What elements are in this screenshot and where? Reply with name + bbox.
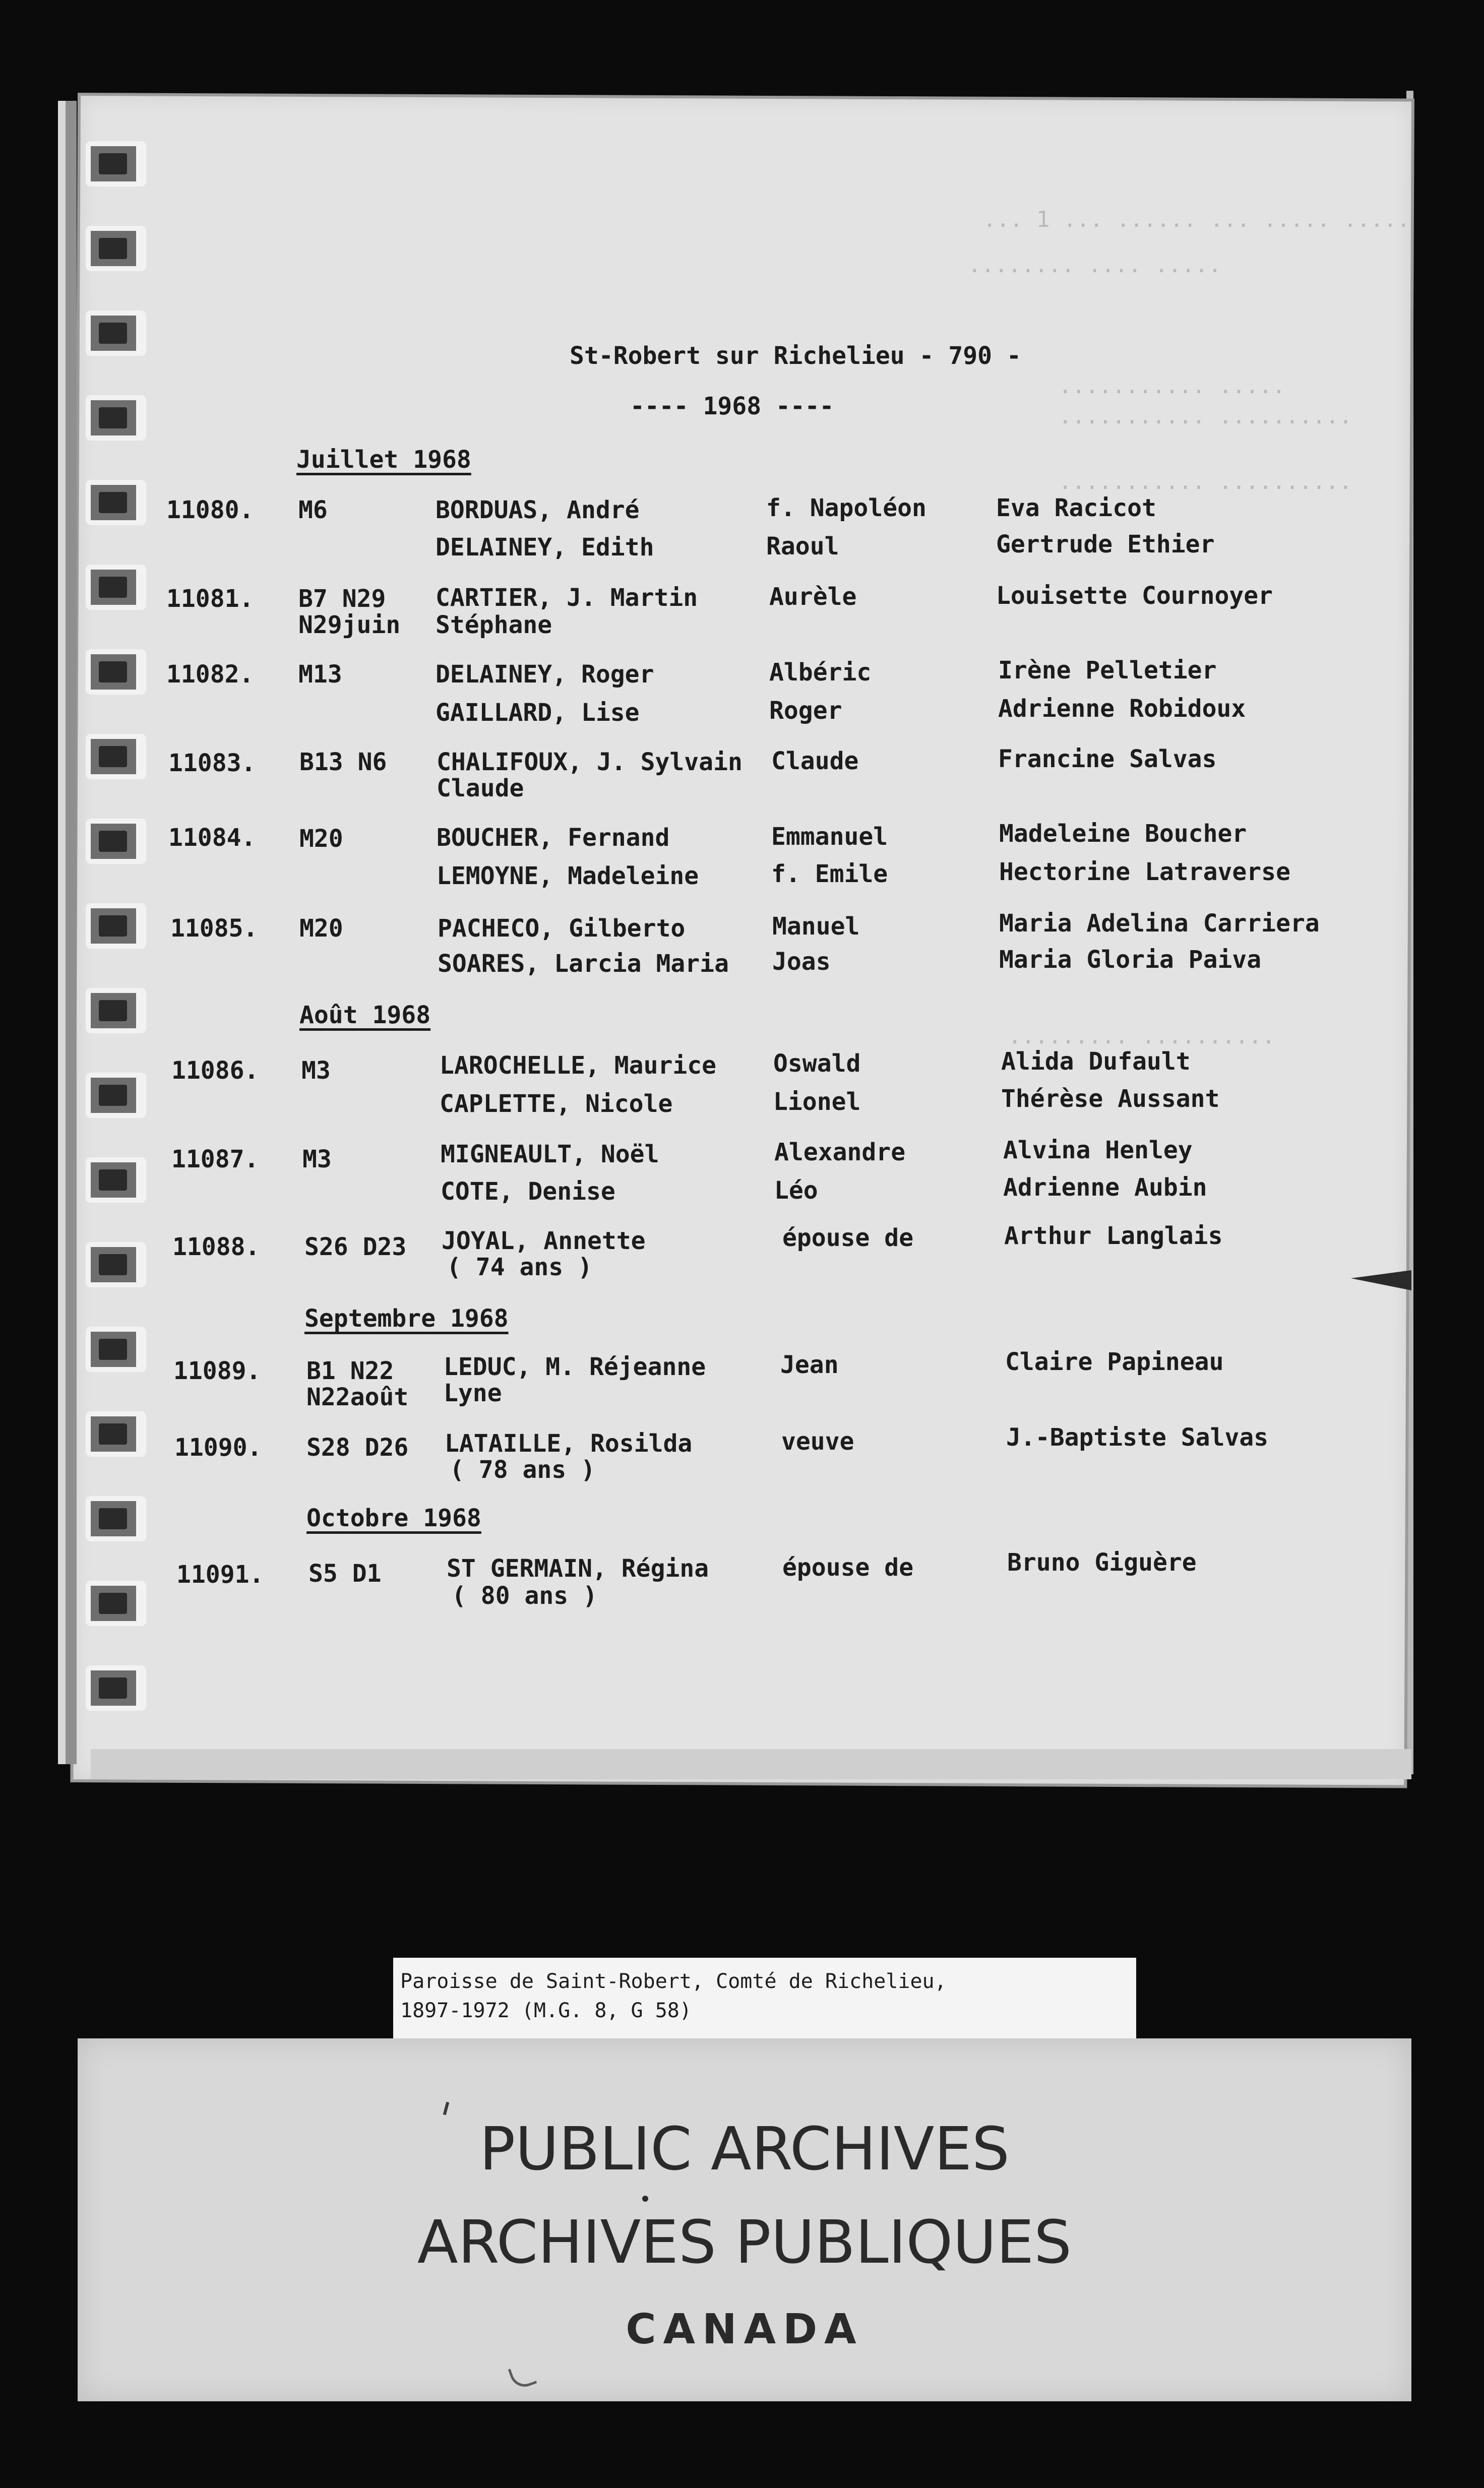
binding-coil: [86, 395, 146, 441]
entry-code: B1 N22: [306, 1357, 394, 1385]
entry-father: Lionel: [773, 1088, 861, 1116]
entry-name: LAROCHELLE, Maurice: [440, 1051, 717, 1080]
entry-name: Claude: [437, 774, 524, 802]
entry-number: 11084.: [168, 824, 256, 852]
pencil-mark: [508, 2362, 537, 2391]
entry-mother: Eva Racicot: [996, 494, 1156, 522]
bleed-through-text: ... 1 ... ...... ... ..... .....: [983, 207, 1410, 232]
page-header: St-Robert sur Richelieu - 790 -: [570, 342, 1021, 370]
entry-father: Oswald: [773, 1049, 861, 1078]
binding-coil: [86, 819, 146, 864]
binding-coil: [86, 649, 146, 695]
entry-name: LEDUC, M. Réjeanne: [444, 1353, 706, 1381]
entry-name: PACHECO, Gilberto: [438, 914, 686, 943]
entry-number: 11088.: [172, 1233, 260, 1261]
entry-father: épouse de: [782, 1553, 914, 1582]
entry-name: BORDUAS, André: [436, 496, 640, 524]
entry-mother: Bruno Giguère: [1007, 1548, 1197, 1577]
banner-line-french: ARCHIVES PUBLIQUES: [417, 2207, 1072, 2277]
bleed-through-text: ........... .....: [1059, 373, 1286, 399]
entry-code: M3: [301, 1056, 331, 1085]
entry-code: M13: [298, 660, 342, 689]
entry-mother: Alida Dufault: [1001, 1047, 1191, 1076]
year-line: ---- 1968 ----: [630, 392, 834, 420]
entry-name: DELAINEY, Edith: [436, 533, 654, 562]
banner-line-english: PUBLIC ARCHIVES: [479, 2114, 1010, 2184]
entry-code: N29juin: [298, 611, 401, 639]
entry-code: M20: [299, 914, 343, 943]
entry-father: Joas: [772, 948, 831, 976]
entry-number: 11082.: [166, 660, 254, 689]
entry-code: N22août: [306, 1383, 409, 1411]
binding-coil: [86, 141, 146, 186]
binding-coil: [86, 988, 146, 1033]
entry-mother: Irène Pelletier: [998, 656, 1217, 685]
entry-mother: Alvina Henley: [1003, 1136, 1193, 1164]
entry-number: 11087.: [171, 1145, 259, 1173]
entry-name: Stéphane: [436, 611, 552, 639]
section-heading-aout: Août 1968: [299, 1001, 431, 1029]
entry-name: GAILLARD, Lise: [436, 699, 640, 727]
bleed-through-text: ......... ..........: [1008, 1023, 1275, 1049]
binding-coil: [86, 1157, 146, 1203]
binding-spine-highlight: [58, 101, 66, 1764]
entry-father: veuve: [781, 1427, 854, 1456]
binding-coil: [86, 903, 146, 949]
entry-mother: Maria Adelina Carriera: [999, 909, 1320, 938]
entry-father: Jean: [780, 1351, 839, 1379]
binding-coil: [86, 1242, 146, 1287]
entry-name: CAPLETTE, Nicole: [440, 1090, 673, 1118]
section-heading-juillet: Juillet 1968: [296, 446, 471, 474]
binding-coil: [86, 1411, 146, 1457]
entry-name: LATAILLE, Rosilda: [445, 1429, 693, 1458]
ink-dot: [642, 2196, 648, 2202]
binding-coil: [86, 1581, 146, 1626]
entry-father: Roger: [769, 697, 842, 725]
entry-name: ST GERMAIN, Régina: [447, 1554, 709, 1583]
binding-coil: [86, 1073, 146, 1118]
binding-coil: [86, 226, 146, 271]
entry-code: S5 D1: [308, 1560, 382, 1588]
entry-name: ( 74 ans ): [447, 1253, 592, 1281]
banner-line-country: CANADA: [626, 2306, 863, 2353]
binding-coil: [86, 1327, 146, 1372]
entry-code: S26 D23: [304, 1233, 407, 1261]
entry-number: 11091.: [176, 1561, 264, 1589]
entry-mother: Maria Gloria Paiva: [999, 946, 1262, 974]
binding-coil: [86, 734, 146, 779]
binding-coil: [86, 480, 146, 525]
ink-mark: [443, 2102, 450, 2116]
entry-father: Emmanuel: [771, 823, 888, 851]
binding-coil: [86, 1496, 146, 1541]
entry-name: DELAINEY, Roger: [436, 660, 654, 689]
entry-father: Alexandre: [774, 1138, 906, 1166]
entry-name: ( 80 ans ): [452, 1582, 597, 1610]
section-heading-octobre: Octobre 1968: [306, 1504, 481, 1532]
entry-mother: Louisette Cournoyer: [996, 582, 1273, 610]
entry-father: f. Emile: [771, 860, 888, 888]
entry-mother: Hectorine Latraverse: [999, 858, 1290, 886]
entry-name: SOARES, Larcia Maria: [438, 950, 729, 978]
entry-name: ( 78 ans ): [450, 1456, 595, 1484]
entry-father: Léo: [774, 1176, 818, 1205]
entry-number: 11080.: [166, 496, 254, 524]
section-heading-septembre: Septembre 1968: [304, 1304, 509, 1333]
entry-code: M3: [302, 1145, 332, 1173]
bleed-through-text: ........ .... .....: [968, 252, 1222, 278]
binding-coil: [86, 1665, 146, 1711]
entry-number: 11085.: [170, 914, 258, 943]
entry-mother: Adrienne Robidoux: [998, 695, 1246, 723]
entry-mother: Adrienne Aubin: [1003, 1173, 1207, 1202]
entry-mother: Thérèse Aussant: [1001, 1085, 1220, 1113]
entry-father: Raoul: [766, 532, 839, 561]
entry-number: 11089.: [173, 1357, 261, 1385]
archives-banner: [78, 2038, 1411, 2401]
spiral-binding: [71, 141, 171, 1744]
entry-mother: Arthur Langlais: [1004, 1222, 1223, 1250]
bleed-through-text: ........... ..........: [1059, 403, 1352, 429]
entry-father: Aurèle: [769, 583, 857, 611]
entry-name: CARTIER, J. Martin: [436, 584, 698, 612]
caption-line: Paroisse de Saint-Robert, Comté de Richelieu,: [400, 1970, 947, 1993]
entry-mother: Gertrude Ethier: [996, 530, 1215, 558]
caption-label: [393, 1958, 1136, 2038]
caption-line: 1897-1972 (M.G. 8, G 58): [400, 1999, 692, 2022]
entry-name: CHALIFOUX, J. Sylvain: [437, 748, 743, 776]
entry-name: Lyne: [444, 1379, 502, 1407]
entry-name: COTE, Denise: [441, 1177, 615, 1206]
entry-father: épouse de: [782, 1224, 914, 1252]
page-bottom-edge: [91, 1749, 1411, 1779]
entry-mother: Claire Papineau: [1005, 1348, 1224, 1376]
entry-code: S28 D26: [306, 1434, 409, 1462]
entry-father: Albéric: [769, 658, 872, 687]
entry-father: Claude: [771, 747, 859, 775]
entry-number: 11081.: [166, 585, 254, 613]
binding-coil: [86, 565, 146, 610]
entry-name: LEMOYNE, Madeleine: [437, 862, 699, 890]
entry-mother: Francine Salvas: [998, 745, 1217, 773]
entry-name: BOUCHER, Fernand: [437, 824, 670, 852]
entry-mother: Madeleine Boucher: [999, 820, 1247, 848]
entry-number: 11083.: [168, 749, 256, 777]
entry-father: Manuel: [772, 912, 860, 941]
entry-number: 11090.: [174, 1434, 262, 1462]
entry-mother: J.-Baptiste Salvas: [1006, 1423, 1269, 1452]
entry-code: M20: [299, 825, 343, 853]
entry-number: 11086.: [171, 1056, 259, 1085]
entry-code: M6: [298, 496, 328, 524]
entry-name: MIGNEAULT, Noël: [441, 1140, 659, 1168]
entry-name: JOYAL, Annette: [442, 1227, 646, 1255]
bleed-through-text: ........... ..........: [1059, 469, 1352, 494]
entry-father: f. Napoléon: [766, 494, 926, 522]
entry-code: B7 N29: [298, 585, 386, 613]
entry-code: B13 N6: [299, 748, 387, 776]
binding-coil: [86, 310, 146, 356]
